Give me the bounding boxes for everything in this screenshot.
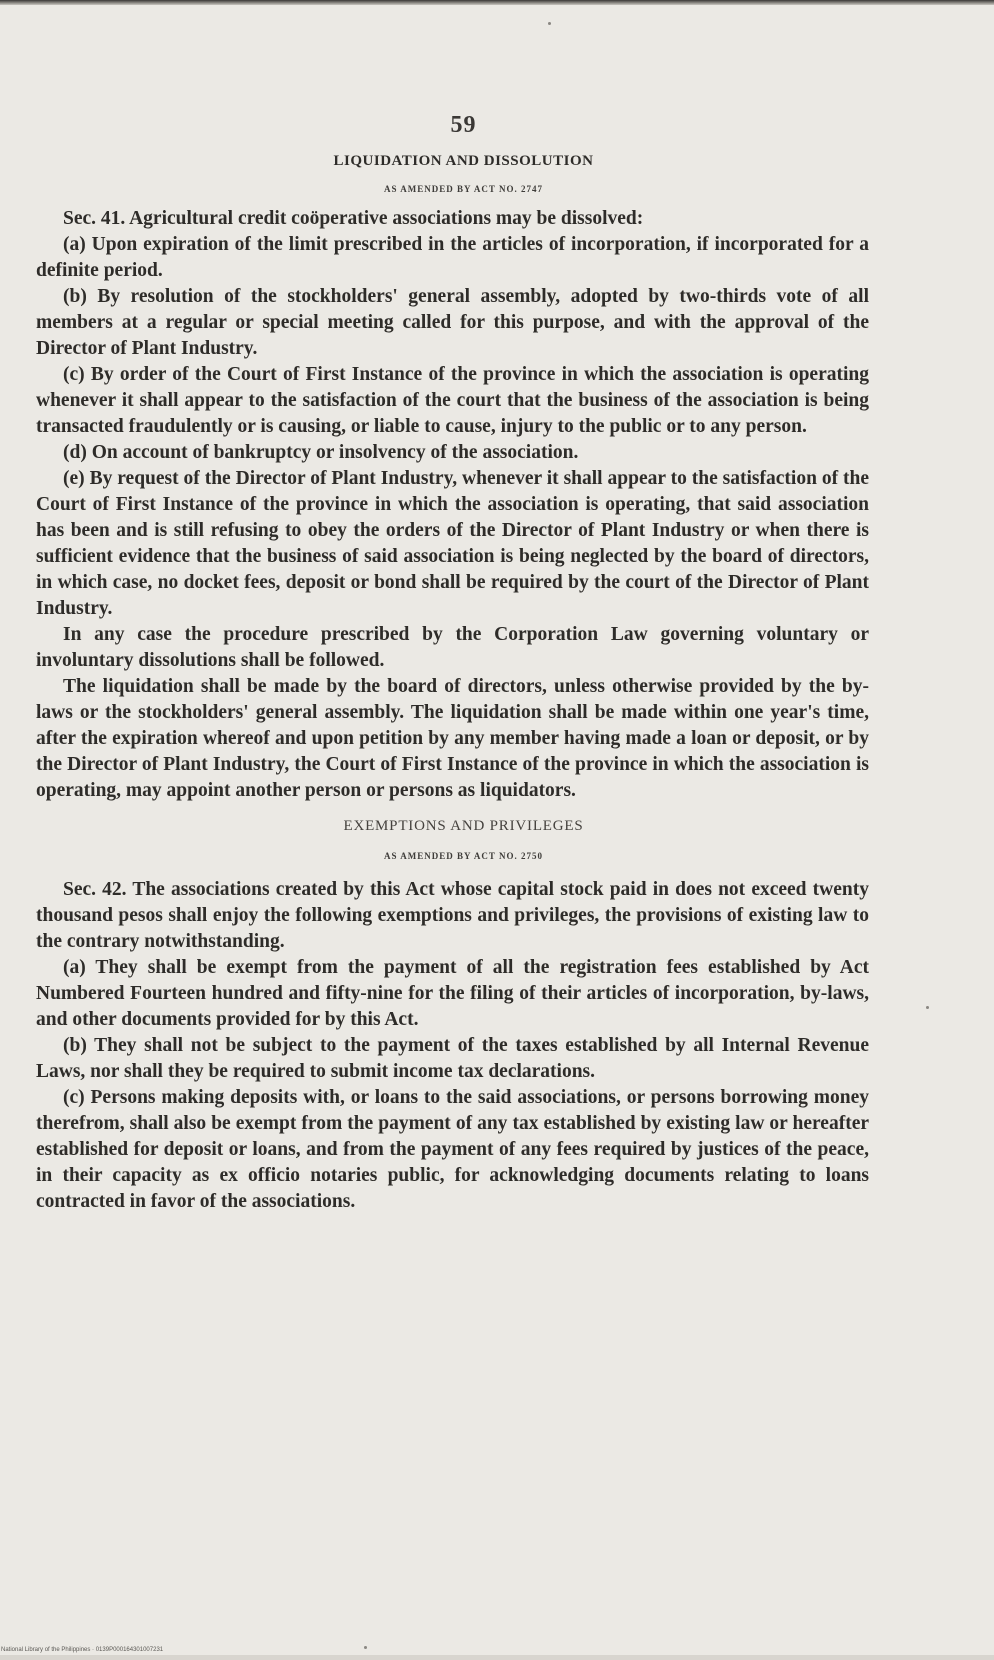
paragraph: (b) By resolution of the stockholders' general assembly, adopted by two-thirds vote of all members at a regular or special meeting called for this purpose, and with the approval of the Director of Plant Industry. — [36, 286, 869, 359]
paragraph: (c) Persons making deposits with, or loans to the said associations, or persons borrowing money therefrom, shall also be exempt from the payment of any tax established by existing law or hereafter established for deposit or loans, and from the payment of any fees required by justices of the peace, in their capacity as ex officio notaries public, for acknowledging documents relating to loans contracted in favor of the associations. — [36, 1087, 869, 1212]
section-heading-liquidation: LIQUIDATION AND DISSOLUTION — [333, 153, 594, 169]
paragraph: (d) On account of bankruptcy or insolvency of the association. — [63, 442, 579, 463]
paragraph: (b) They shall not be subject to the payment of the taxes established by all Internal Revenue Laws, nor shall they be required to submit income tax declarations. — [36, 1035, 869, 1082]
scan-speck — [926, 1006, 929, 1009]
paragraph: (e) By request of the Director of Plant Industry, whenever it shall appear to the satisfaction of the Court of First Instance of the province in which the association is operating, that said association has been and is still refusing to obey the orders of the Director of Plant Industry or when there is sufficient evidence that the business of said association is being neglected by the board of directors, in which case, no docket fees, deposit or bond shall be required by the court of the Director of Plant Industry. — [36, 468, 869, 619]
section-subheading-liquidation: AS AMENDED BY ACT NO. 2747 — [383, 184, 544, 194]
paragraph: Sec. 42. The associations created by this Act whose capital stock paid in does not exceed twenty thousand pesos shall enjoy the following exemptions and privileges, the provisions of existing law to the contrary notwithstanding. — [36, 879, 869, 952]
paragraph: (c) By order of the Court of First Instance of the province in which the association is operating whenever it shall appear to the satisfaction of the court that the business of the association is being transacted fraudulently or is causing, or liable to cause, injury to the public or to any person. — [36, 364, 869, 437]
paragraph: Sec. 41. Agricultural credit coöperative associations may be dissolved: — [63, 208, 644, 229]
scan-footer-credit: National Library of the Philippines · 0139P000164301007231 — [1, 1647, 164, 1653]
page-number: 59 — [450, 112, 477, 138]
scan-bottom-edge — [0, 1655, 994, 1660]
paragraph: (a) They shall be exempt from the payment of all the registration fees established by Act Numbered Fourteen hundred and fifty-nine for the filing of their articles of incorporation, by-laws, and other documents provided for by this Act. — [36, 957, 869, 1030]
scan-top-edge — [0, 0, 994, 5]
scan-speck — [364, 1646, 367, 1649]
section-subheading-exemptions: AS AMENDED BY ACT NO. 2750 — [383, 851, 544, 861]
paragraph: (a) Upon expiration of the limit prescribed in the articles of incorporation, if incorporated for a definite period. — [36, 234, 869, 281]
paragraph: The liquidation shall be made by the board of directors, unless otherwise provided by the by-laws or the stockholders' general assembly. The liquidation shall be made within one year's time, after the expiration whereof and upon petition by any member having made a loan or deposit, or by the Director of Plant Industry, the Court of First Instance of the province in which the association is operating, may appoint another person or persons as liquidators. — [36, 676, 869, 801]
scan-speck — [548, 22, 551, 25]
document-page — [36, 112, 869, 1215]
section-heading-exemptions: EXEMPTIONS AND PRIVILEGES — [343, 818, 584, 834]
section-body-liquidation — [36, 206, 869, 804]
section-body-exemptions — [36, 877, 869, 1215]
paragraph: In any case the procedure prescribed by the Corporation Law governing voluntary or involuntary dissolutions shall be followed. — [36, 624, 869, 671]
